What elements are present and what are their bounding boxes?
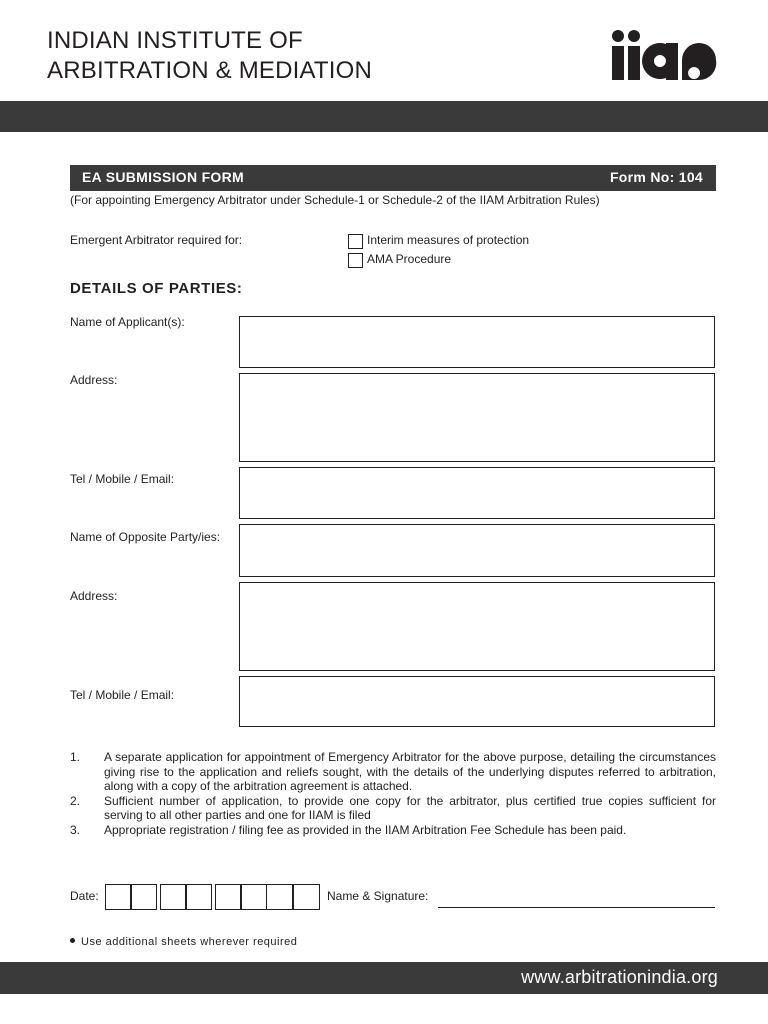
option-label-interim-measures: Interim measures of protection	[367, 233, 530, 247]
org-name-line2: ARBITRATION & MEDIATION	[47, 57, 373, 84]
field-label-opposite-party-contact: Tel / Mobile / Email:	[70, 688, 175, 702]
footnote-text: Use additional sheets wherever required	[81, 936, 298, 948]
option-label-ama-procedure: AMA Procedure	[367, 252, 452, 266]
note-text: Sufficient number of application, to provide one copy for the arbitrator, plus certified true copies sufficient for serving to all other parties and one for IIAM is filed	[104, 793, 716, 822]
org-name-line1: INDIAN INSTITUTE OF	[47, 27, 303, 54]
applicant-name-field[interactable]	[239, 316, 715, 368]
applicant-contact-field[interactable]	[239, 467, 715, 519]
declaration-notes	[70, 750, 716, 837]
date-digit-box[interactable]	[240, 884, 267, 910]
date-digit-box[interactable]	[160, 884, 187, 910]
signature-label: Name & Signature:	[327, 889, 429, 903]
footnote	[70, 936, 297, 948]
field-label-applicant-contact: Tel / Mobile / Email:	[70, 472, 175, 486]
form-title-bar	[70, 165, 716, 191]
date-label: Date:	[70, 889, 99, 903]
website-url: www.arbitrationindia.org	[521, 967, 718, 987]
field-label-applicant-address: Address:	[70, 373, 118, 387]
date-digit-box[interactable]	[215, 884, 242, 910]
date-digit-box[interactable]	[293, 884, 320, 910]
checkbox-ama-procedure[interactable]	[348, 253, 363, 268]
checkbox-interim-measures[interactable]	[348, 234, 363, 249]
date-digit-box[interactable]	[130, 884, 157, 910]
form-title: EA SUBMISSION FORM	[82, 169, 244, 185]
note-item	[70, 794, 716, 823]
header-band	[0, 101, 768, 132]
field-label-opposite-party-address: Address:	[70, 589, 118, 603]
form-number: Form No: 104	[609, 169, 703, 185]
opposite-party-address-field[interactable]	[239, 582, 715, 671]
note-text: Appropriate registration / filing fee as provided in the IIAM Arbitration Fee Schedule has been paid.	[104, 822, 627, 837]
note-item	[70, 750, 716, 794]
date-digit-box[interactable]	[266, 884, 293, 910]
required-for-label: Emergent Arbitrator required for:	[70, 233, 243, 247]
opposite-party-contact-field[interactable]	[239, 676, 715, 727]
note-number: 3.	[70, 822, 81, 837]
applicant-address-field[interactable]	[239, 373, 715, 462]
date-digit-box[interactable]	[105, 884, 132, 910]
opposite-party-name-field[interactable]	[239, 524, 715, 577]
organization-name	[47, 26, 372, 86]
iiam-logo	[610, 30, 720, 82]
note-item	[70, 823, 716, 838]
form-subtitle: (For appointing Emergency Arbitrator under Schedule-1 or Schedule-2 of the IIAM Arbitration Rules)	[70, 193, 600, 207]
section-heading: DETAILS OF PARTIES:	[70, 280, 243, 297]
field-label-applicant-name: Name of Applicant(s):	[70, 315, 185, 329]
date-digit-box[interactable]	[185, 884, 212, 910]
bullet-icon	[70, 938, 75, 943]
signature-line[interactable]	[438, 907, 715, 908]
field-label-opposite-party-name: Name of Opposite Party/ies:	[70, 530, 221, 544]
note-text: A separate application for appointment of Emergency Arbitrator for the above purpose, detailing the circumstances giving rise to the application and reliefs sought, with the details of the underlying disputes referred to arbitration, along with a copy of the arbitration agreement is attached.	[104, 750, 716, 793]
note-number: 1.	[70, 750, 81, 764]
note-number: 2.	[70, 793, 81, 808]
